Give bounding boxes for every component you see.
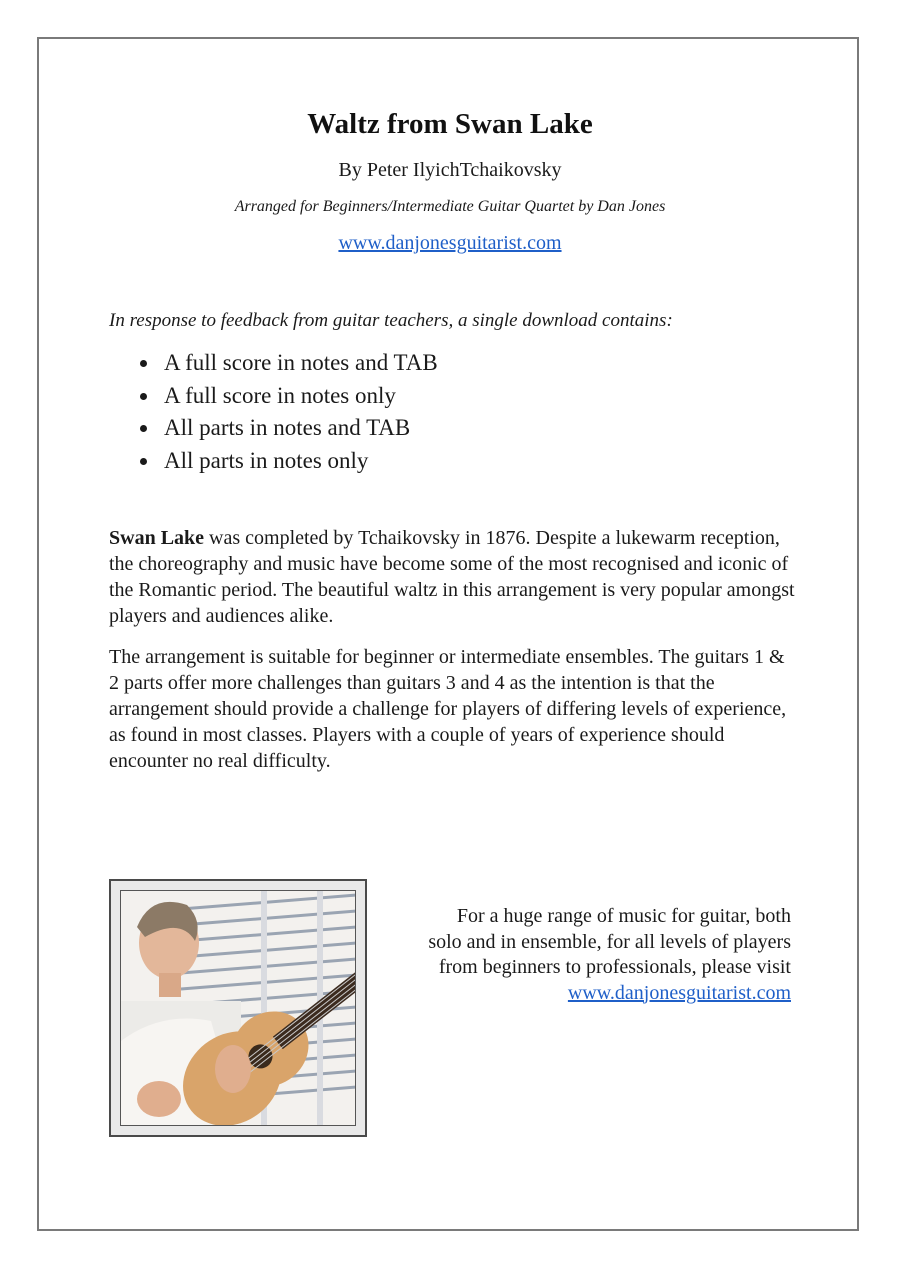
bullet-icon (140, 425, 147, 432)
website-link-bottom[interactable]: www.danjonesguitarist.com (567, 981, 791, 1004)
promo-text (380, 904, 791, 1006)
website-link-top[interactable]: www.danjonesguitarist.com (338, 232, 562, 254)
work-title-bold: Swan Lake (109, 527, 205, 549)
arranger-credit: Arranged for Beginners/Intermediate Guitar Quartet by Dan Jones (234, 198, 666, 215)
composer-credit: By Peter IlyichTchaikovsky (338, 159, 562, 181)
list-item (109, 446, 438, 479)
promo-line-1: For a huge range of music for guitar, both (456, 905, 791, 927)
description-paragraph-1 (109, 525, 799, 629)
list-item (109, 381, 438, 414)
bullet-icon (140, 360, 147, 367)
website-link-container (0, 232, 900, 255)
bullet-icon (140, 458, 147, 465)
bullet-icon (140, 393, 147, 400)
list-item-label: A full score in notes and TAB (164, 350, 438, 375)
contents-list (109, 348, 438, 478)
promo-link-row (380, 981, 791, 1007)
description-paragraph-1-text: was completed by Tchaikovsky in 1876. Despite a lukewarm reception, the choreography and music have become some of the most recognised and iconic of the Romantic period. The beautiful waltz in this arrangement is very popular amongst players and audiences alike. (109, 527, 795, 627)
promo-line-2: solo and in ensemble, for all levels of players (428, 930, 791, 953)
guitarist-photo-image (120, 890, 356, 1126)
list-item (109, 348, 438, 381)
description-paragraph-2: The arrangement is suitable for beginner or intermediate ensembles. The guitars 1 & 2 parts offer more challenges than guitars 3 and 4 as the intention is that the arrangement should provide a challenge for players of differing levels of experience, as found in most classes. Players with a couple of years of experience should encounter no real difficulty. (109, 646, 787, 772)
page-title: Waltz from Swan Lake (307, 108, 593, 140)
promo-line-3: from beginners to professionals, please visit (438, 956, 791, 978)
list-item (109, 413, 438, 446)
guitarist-photo (109, 879, 367, 1137)
guitarist-illustration (121, 891, 356, 1126)
list-item-label: All parts in notes only (164, 447, 369, 473)
list-item-label: A full score in notes only (164, 382, 396, 408)
download-intro: In response to feedback from guitar teachers, a single download contains: (109, 310, 673, 331)
list-item-label: All parts in notes and TAB (164, 415, 411, 440)
